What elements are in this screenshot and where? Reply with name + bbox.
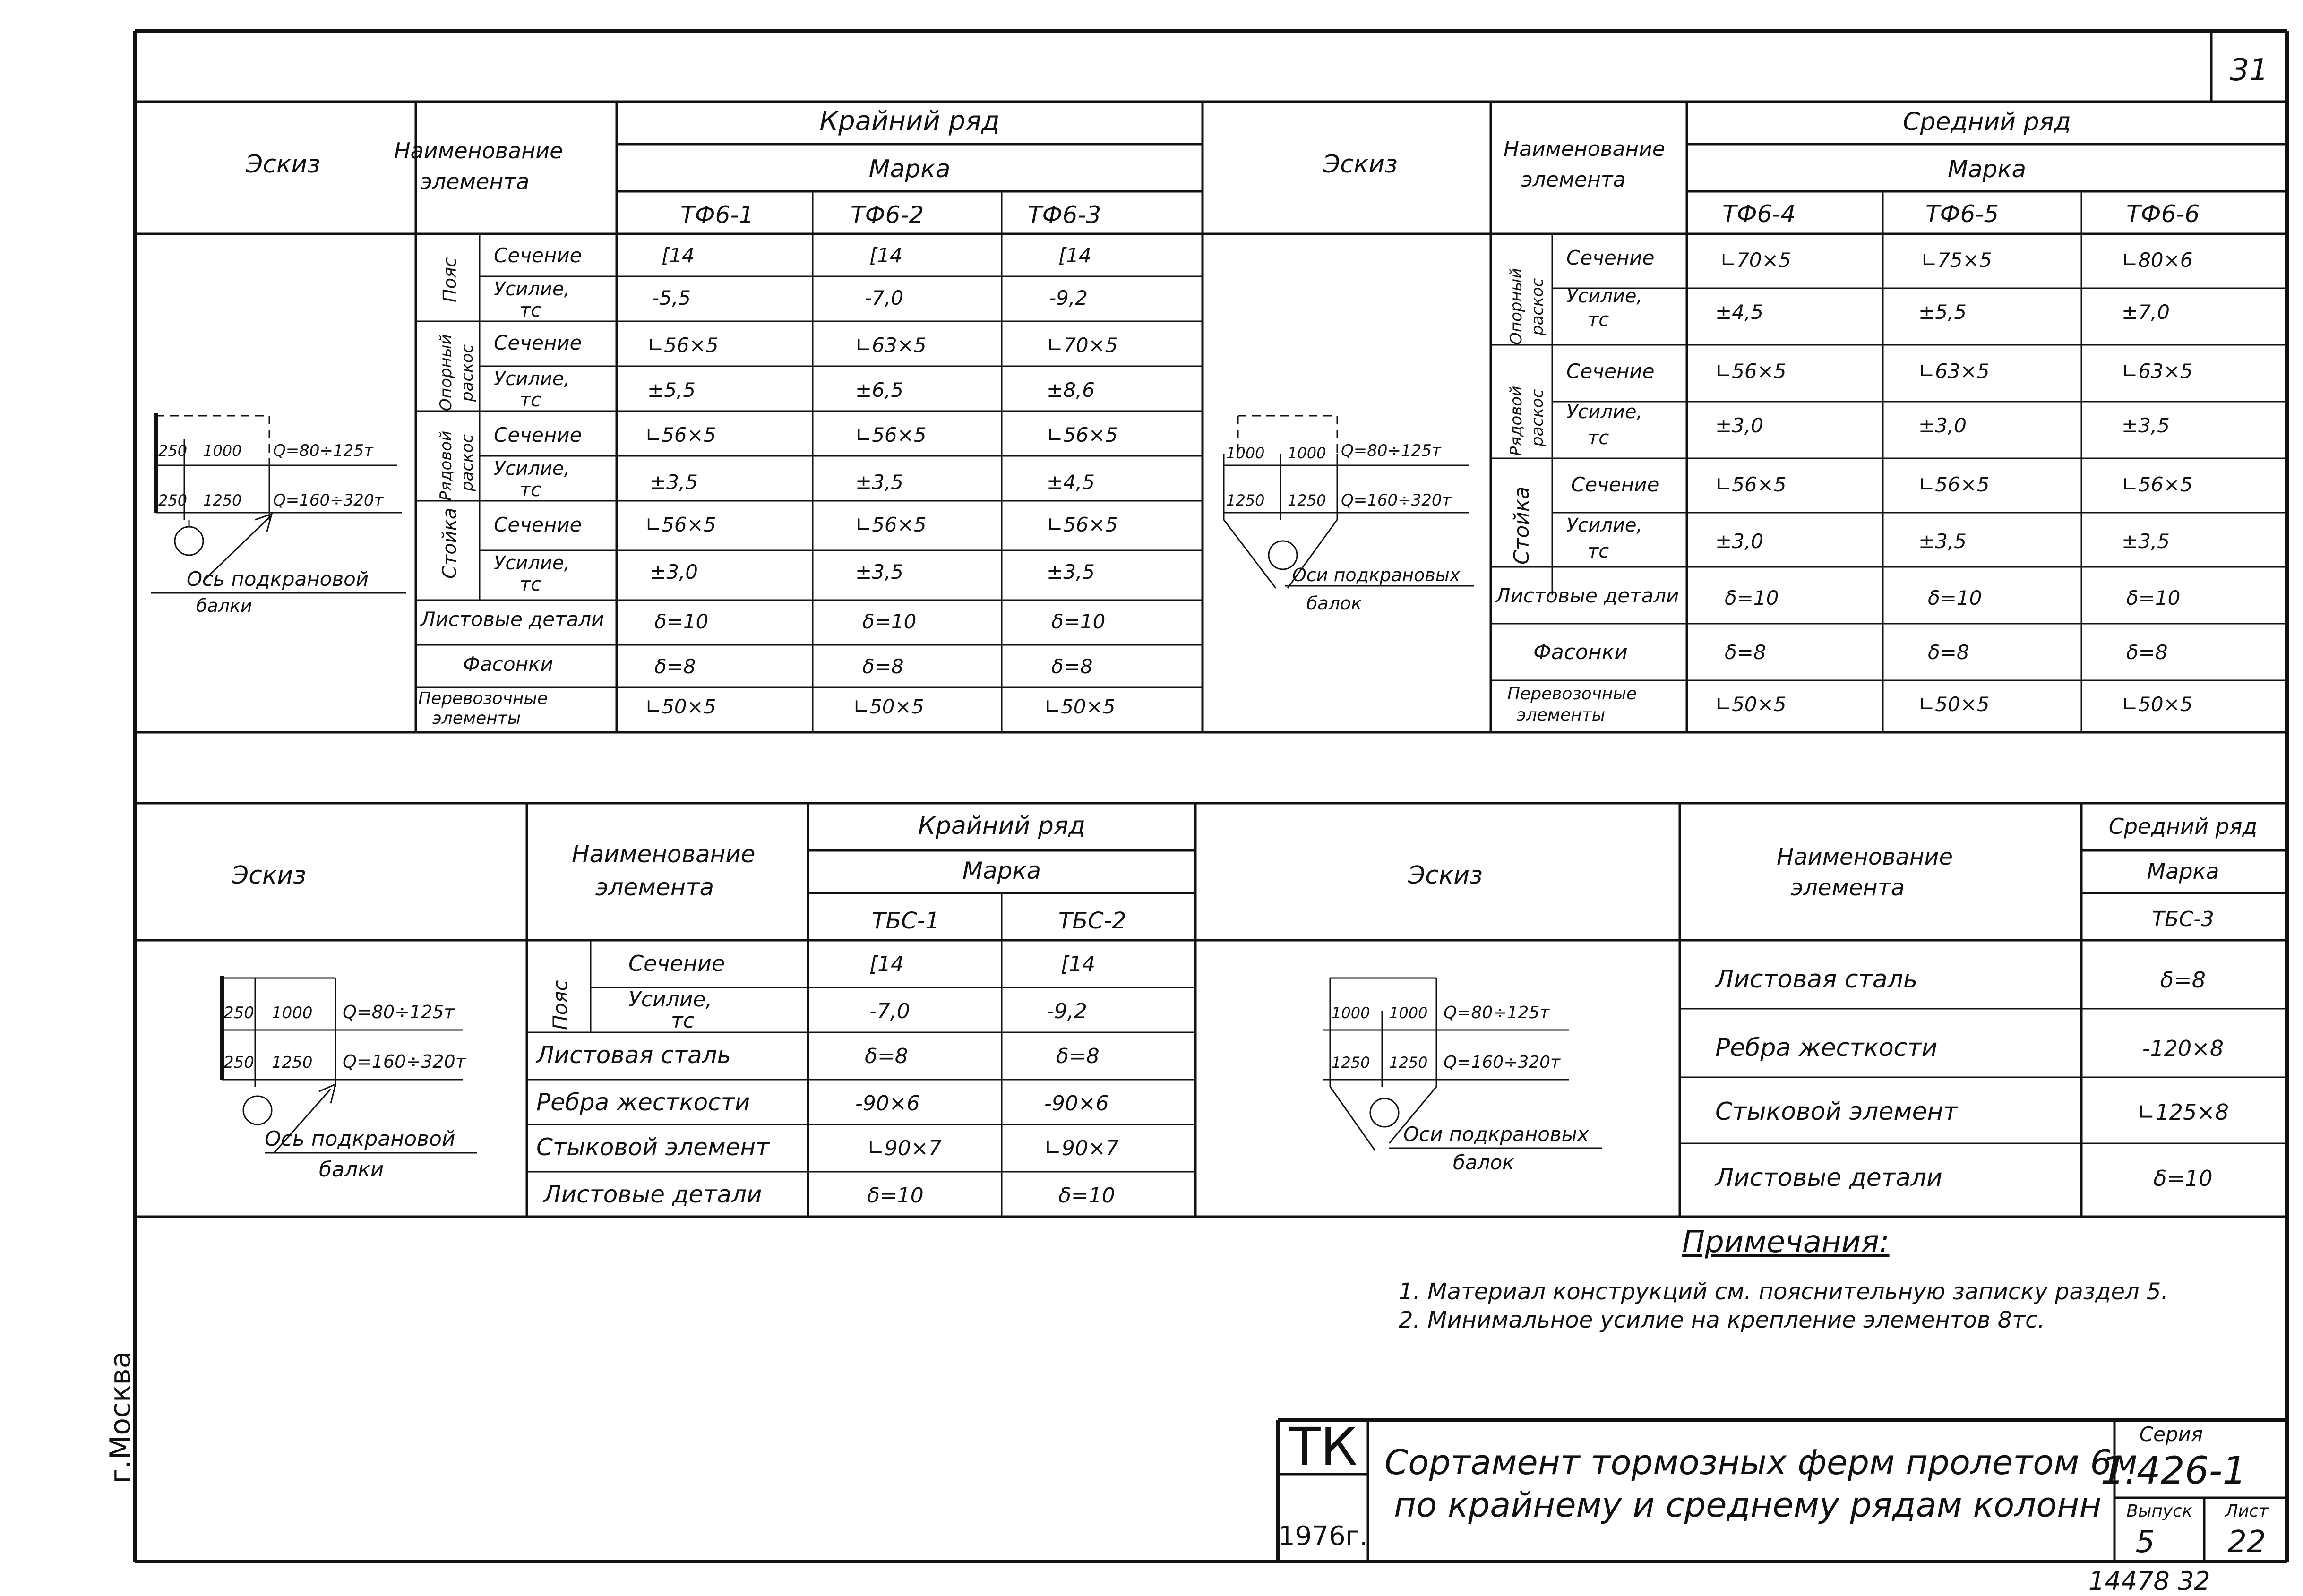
t1-left-v: -7,0 xyxy=(865,286,903,309)
t1-left-sketch-axis-l1: Ось подкрановой xyxy=(187,567,369,591)
t1-left-sketch-axis-l2: балки xyxy=(196,595,252,616)
t1-left-v: ±6,5 xyxy=(855,378,903,402)
t1-left-v: ∟56×5 xyxy=(855,423,927,446)
t1-right-group-opor-l1: Опорный xyxy=(1507,268,1526,345)
sheet-number: 31 xyxy=(2230,53,2269,88)
t2-right-sketch-header: Эскиз xyxy=(1408,861,1483,890)
t1-left-v: ∟56×5 xyxy=(645,513,716,536)
t2-left-v: ∟90×7 xyxy=(1044,1136,1119,1160)
t1-left-v: ∟56×5 xyxy=(1047,423,1118,446)
t2-left-sketch-d3: 250 xyxy=(223,1053,254,1072)
t1-left-label-r6a: Усилие, xyxy=(494,458,570,480)
t1-right-sketch-d1: 1000 xyxy=(1226,444,1265,462)
t1-right-group-stoyka: Стойка xyxy=(1510,486,1534,565)
bottom-handwritten: 14478 32 xyxy=(2088,1566,2210,1596)
t2-left-mark-2: ТБС-2 xyxy=(1058,908,1126,934)
t1-left-label-r7: Сечение xyxy=(494,513,582,536)
t2-left-label-r6: Листовые детали xyxy=(543,1181,762,1208)
t1-left-v: δ=10 xyxy=(654,610,709,633)
t2-right-sketch-q2: Q=160÷320т xyxy=(1444,1053,1561,1072)
issue-value: 5 xyxy=(2135,1525,2155,1560)
t2-right-label-r1: Листовая сталь xyxy=(1715,965,1918,994)
t1-left-v: ±3,5 xyxy=(1047,560,1095,583)
t2-left-sketch-q2: Q=160÷320т xyxy=(343,1051,466,1072)
t2-left-row-group: Крайний ряд xyxy=(918,812,1085,840)
t2-right-v: ∟125×8 xyxy=(2137,1099,2229,1125)
t1-right-label-r3: Сечение xyxy=(1566,360,1655,383)
t1-left-group-ryad-l1: Рядовой xyxy=(437,430,455,501)
t1-right-v: ∟70×5 xyxy=(1720,249,1791,272)
t1-left-sketch-axis xyxy=(187,567,375,616)
t1-right-label-r1: Сечение xyxy=(1566,246,1655,269)
series-value: 1.426-1 xyxy=(2100,1449,2247,1493)
t2-left-label-r1: Сечение xyxy=(628,951,725,976)
t1-left-group-ryad-l2: раскос xyxy=(458,434,477,491)
t1-left-v: δ=10 xyxy=(862,610,917,633)
t1-left-sketch-d1: 250 xyxy=(158,442,188,460)
t1-left-name-header-line1: Наименование xyxy=(394,138,563,163)
t2-left-label-r2a: Усилие, xyxy=(628,987,713,1012)
t1-right-label-listovye: Листовые детали xyxy=(1495,584,1679,607)
t2-left-mark-1: ТБС-1 xyxy=(872,908,940,934)
t1-left-mark-1: ТФ6-1 xyxy=(680,201,754,229)
t1-left-row-group: Крайний ряд xyxy=(819,106,1000,137)
t1-right-v: δ=10 xyxy=(1928,586,1982,609)
title-org: ТК xyxy=(1289,1416,1358,1477)
t2-left-sketch-d4: 1250 xyxy=(272,1053,313,1072)
t1-right-v: ±3,5 xyxy=(2122,530,2170,553)
t2-left-sketch-axis xyxy=(265,1127,462,1182)
t1-right-label-r2b: тс xyxy=(1588,309,1609,331)
t1-right-label-perevoz-a: Перевозочные xyxy=(1507,684,1637,704)
t2-right-sketch-d4: 1250 xyxy=(1389,1054,1428,1072)
t2-right-name-header-l2: элемента xyxy=(1791,875,1905,901)
t1-left-label-r2a: Усилие, xyxy=(494,278,570,300)
t1-right-group-ryad-l2: раскос xyxy=(1528,389,1547,446)
t2-right-label-r3: Стыковой элемент xyxy=(1715,1098,1958,1126)
t2-left-name-header-l1: Наименование xyxy=(572,841,756,868)
t1-left-label-listovye: Листовые детали xyxy=(421,608,604,631)
t1-right-group-opor xyxy=(1507,263,1547,345)
t1-right-mark-1: ТФ6-4 xyxy=(1722,200,1796,228)
t1-left-sketch-d2: 1000 xyxy=(203,442,242,460)
t1-left-label-r8b: тс xyxy=(520,574,541,595)
t1-left-v: -9,2 xyxy=(1049,286,1088,309)
t1-right-v: ±5,5 xyxy=(1918,300,1967,324)
t1-right-v: ±4,5 xyxy=(1715,300,1763,324)
t1-left-label-r4a: Усилие, xyxy=(494,368,570,390)
sheet-label: Лист xyxy=(2225,1502,2269,1521)
t1-right-v: ∟56×5 xyxy=(1715,473,1787,496)
t2-left-v: δ=8 xyxy=(1056,1044,1100,1068)
t1-right-label-r4a: Усилие, xyxy=(1566,401,1643,423)
t2-left-v: δ=8 xyxy=(865,1044,908,1068)
t1-left-mark-header: Марка xyxy=(868,155,951,183)
t1-right-v: ∟56×5 xyxy=(1715,360,1787,383)
t1-right-mark-3: ТФ6-6 xyxy=(2126,200,2200,228)
t1-left-name-header-line2: элемента xyxy=(420,169,530,194)
t2-right-sketch-axis-l1: Оси подкрановых xyxy=(1403,1123,1589,1146)
t1-left-v: ∟56×5 xyxy=(1047,513,1118,536)
t1-right-v: ∟50×5 xyxy=(1715,693,1787,716)
t2-right-mark-header: Марка xyxy=(2147,858,2219,884)
t2-left-label-r2b: тс xyxy=(671,1009,695,1033)
t2-right-name-header-l1: Наименование xyxy=(1777,844,1953,870)
t1-right-v: δ=8 xyxy=(2126,641,2168,664)
t1-left-v: δ=8 xyxy=(1051,655,1093,678)
side-stamp: г.Москва xyxy=(104,1351,137,1484)
t2-left-v: δ=10 xyxy=(867,1184,924,1208)
t2-left-v: δ=10 xyxy=(1058,1184,1115,1208)
t1-right-v: ∟63×5 xyxy=(2122,360,2193,383)
t1-right-sketch-header: Эскиз xyxy=(1323,150,1398,179)
t1-left-label-r2 xyxy=(494,278,570,321)
t1-left-sketch-header: Эскиз xyxy=(246,150,320,179)
t1-left-v: ±5,5 xyxy=(647,378,696,402)
t1-left-sketch-q1: Q=80÷125т xyxy=(273,441,373,460)
issue-label: Выпуск xyxy=(2126,1502,2192,1521)
t2-left-sketch-d1: 250 xyxy=(223,1004,254,1022)
t1-right-label-perevoz xyxy=(1507,684,1637,725)
t1-left-v: ±3,0 xyxy=(650,560,698,583)
t2-left-sketch-d2: 1000 xyxy=(272,1004,313,1022)
notes-item-1: 1. Материал конструкций см. пояснительную записку раздел 5. xyxy=(1399,1279,2168,1305)
t2-right-v: δ=8 xyxy=(2160,967,2206,993)
t1-right-sketch-q1: Q=80÷125т xyxy=(1341,441,1441,460)
t1-left-v: ±3,5 xyxy=(855,471,903,494)
t1-right-v: ±3,0 xyxy=(1715,414,1763,437)
t1-right-label-r4b: тс xyxy=(1588,427,1609,449)
t1-right-name-header xyxy=(1504,137,1672,192)
series-label: Серия xyxy=(2139,1423,2203,1446)
t1-left-v: ±3,5 xyxy=(650,471,698,494)
t1-left-label-r6b: тс xyxy=(520,479,541,501)
t1-left-v: ∟70×5 xyxy=(1047,334,1118,357)
t1-right-v: ∟63×5 xyxy=(1918,360,1990,383)
t2-left-v: -90×6 xyxy=(1044,1091,1109,1115)
t1-left-label-r5: Сечение xyxy=(494,423,582,446)
t1-left-v: ∟56×5 xyxy=(855,513,927,536)
t1-right-label-r6b: тс xyxy=(1588,541,1609,562)
t1-right-label-r4 xyxy=(1566,401,1642,449)
t1-left-sketch-q2: Q=160÷320т xyxy=(273,491,384,510)
t2-left-label-r5: Стыковой элемент xyxy=(536,1133,770,1161)
t1-left-group-opor-l1: Опорный xyxy=(437,334,455,411)
t1-right-name-header-line2: элемента xyxy=(1521,168,1626,192)
t2-left-sketch-axis-l1: Ось подкрановой xyxy=(265,1127,455,1151)
t1-right-label-r5: Сечение xyxy=(1571,473,1659,496)
t2-left-v: -9,2 xyxy=(1047,999,1087,1023)
t1-right-label-fasonki: Фасонки xyxy=(1533,640,1628,664)
t1-right-group-ryad xyxy=(1507,381,1547,456)
t1-left-v: ±3,5 xyxy=(855,560,903,583)
t2-right-sketch-q1: Q=80÷125т xyxy=(1444,1003,1550,1022)
t1-right-sketch-d4: 1250 xyxy=(1288,491,1326,509)
t2-right-name-header xyxy=(1777,844,1960,901)
t1-right-label-perevoz-b: элементы xyxy=(1517,705,1606,725)
t2-left-sketch-axis-l2: балки xyxy=(319,1158,384,1182)
t2-left-v: -90×6 xyxy=(855,1091,920,1115)
t1-right-v: ∟56×5 xyxy=(1918,473,1990,496)
t1-right-label-r2a: Усилие, xyxy=(1566,285,1643,307)
t1-right-v: ∟50×5 xyxy=(2122,693,2193,716)
t1-right-v: δ=10 xyxy=(2126,586,2181,609)
t1-left-label-perevoz-b: элементы xyxy=(432,709,521,728)
notes-item-2: 2. Минимальное усилие на крепление элементов 8тс. xyxy=(1399,1307,2045,1333)
t1-right-v: ±3,0 xyxy=(1715,530,1763,553)
t2-right-v: -120×8 xyxy=(2142,1036,2224,1061)
title-line-2: по крайнему и среднему рядам колонн xyxy=(1394,1485,2102,1525)
t1-left-label-perevoz-a: Перевозочные xyxy=(418,689,548,708)
t1-left-v: ±8,6 xyxy=(1047,378,1095,402)
t1-left-mark-3: ТФ6-3 xyxy=(1028,201,1101,229)
table2-grid xyxy=(135,803,2287,1217)
t1-left-v: ∟50×5 xyxy=(1044,695,1116,718)
t1-left-mark-2: ТФ6-2 xyxy=(851,201,924,229)
t2-right-values xyxy=(2137,967,2229,1191)
t1-right-v: ±3,5 xyxy=(1918,530,1967,553)
t1-right-v: δ=8 xyxy=(1928,641,1969,664)
t1-left-v: [14 xyxy=(1058,244,1091,267)
t1-left-v: ∟50×5 xyxy=(645,695,716,718)
t2-left-mark-header: Марка xyxy=(962,857,1041,884)
t2-right-v: δ=10 xyxy=(2153,1166,2213,1191)
t1-left-label-r4b: тс xyxy=(520,389,541,411)
t2-right-sketch-d1: 1000 xyxy=(1332,1004,1370,1022)
t1-right-group-opor-l2: раскос xyxy=(1528,278,1547,335)
t1-left-v: ±4,5 xyxy=(1047,471,1095,494)
t2-left-v: ∟90×7 xyxy=(867,1136,942,1160)
t2-right-label-r2: Ребра жесткости xyxy=(1715,1034,1938,1062)
t1-left-label-fasonki: Фасонки xyxy=(463,652,553,676)
notes-title: Примечания: xyxy=(1682,1225,1890,1260)
t1-left-label-r8 xyxy=(494,552,570,595)
t1-left-v: δ=8 xyxy=(654,655,696,678)
t1-left-group-opor xyxy=(437,329,477,411)
t1-right-name-header-line1: Наименование xyxy=(1504,137,1665,161)
t1-left-v: ∟56×5 xyxy=(647,334,719,357)
t1-right-v: ∟50×5 xyxy=(1918,693,1990,716)
t2-left-v: [14 xyxy=(869,952,904,976)
t1-right-group-ryad-l1: Рядовой xyxy=(1507,386,1526,456)
t1-right-sketch-axis-l1: Оси подкрановых xyxy=(1292,565,1461,585)
t1-left-v: [14 xyxy=(869,244,902,267)
t1-right-row-group: Средний ряд xyxy=(1903,108,2071,136)
t1-left-name-header xyxy=(394,138,570,194)
t1-right-sketch-axis xyxy=(1292,565,1466,614)
t1-right-v: ∟80×6 xyxy=(2122,249,2193,272)
t1-right-v: δ=8 xyxy=(1725,641,1766,664)
t2-left-group-poyas: Пояс xyxy=(549,980,572,1030)
t1-right-sketch-axis-l2: балок xyxy=(1306,593,1362,614)
t1-right-sketch-d2: 1000 xyxy=(1288,444,1326,462)
t1-right-sketch-d3: 1250 xyxy=(1226,491,1265,509)
t1-right-v: δ=10 xyxy=(1725,586,1779,609)
t1-left-label-r4 xyxy=(494,368,570,411)
t1-right-sketch-q2: Q=160÷320т xyxy=(1341,491,1452,510)
t2-left-v: [14 xyxy=(1061,952,1096,976)
t1-left-sketch-d3: 250 xyxy=(158,491,188,509)
t1-left-v: ∟50×5 xyxy=(853,695,924,718)
t2-left-label-r4: Ребра жесткости xyxy=(536,1089,750,1116)
t2-left-name-header-l2: элемента xyxy=(595,874,714,901)
t2-left-v: -7,0 xyxy=(869,999,910,1023)
t1-left-label-perevoz xyxy=(418,689,548,728)
t2-right-sketch-d2: 1000 xyxy=(1389,1004,1428,1022)
t1-left-group-ryad xyxy=(437,426,477,501)
t1-left-v: ∟63×5 xyxy=(855,334,927,357)
t1-right-v: ±3,5 xyxy=(2122,414,2170,437)
t1-left-group-poyas: Пояс xyxy=(439,257,460,302)
t2-right-label-r4: Листовые детали xyxy=(1715,1164,1942,1192)
t1-left-v: -5,5 xyxy=(652,286,691,309)
sheet-value: 22 xyxy=(2227,1525,2266,1560)
t1-left-label-r8a: Усилие, xyxy=(494,552,570,574)
t2-right-sketch-d3: 1250 xyxy=(1332,1054,1370,1072)
t1-right-mark-header: Марка xyxy=(1947,155,2027,183)
t1-left-values xyxy=(645,244,1118,718)
t1-left-group-opor-l2: раскос xyxy=(458,344,477,402)
t2-left-label-r3: Листовая сталь xyxy=(536,1041,731,1069)
t2-left-name-header xyxy=(572,841,763,901)
t1-left-label-r2b: тс xyxy=(520,300,541,321)
t1-left-label-r1: Сечение xyxy=(494,244,582,267)
t2-left-sketch-header: Эскиз xyxy=(232,861,306,890)
t1-right-v: ∟56×5 xyxy=(2122,473,2193,496)
t1-left-v: δ=8 xyxy=(862,655,904,678)
t1-right-values xyxy=(1715,249,2193,716)
t2-left-label-r2 xyxy=(628,987,712,1033)
t2-right-row-group: Средний ряд xyxy=(2108,814,2258,839)
t1-right-label-r6a: Усилие, xyxy=(1566,515,1643,536)
t1-right-v: ±3,0 xyxy=(1918,414,1967,437)
title-year: 1976г. xyxy=(1278,1521,1368,1552)
t2-right-sketch-axis-l2: балок xyxy=(1453,1151,1514,1174)
t2-right-mark-1: ТБС-3 xyxy=(2152,907,2214,931)
t1-left-v: [14 xyxy=(662,244,695,267)
t1-right-label-r6 xyxy=(1566,515,1642,562)
t1-right-mark-2: ТФ6-5 xyxy=(1925,200,1999,228)
t1-right-v: ±7,0 xyxy=(2122,300,2170,324)
t2-left-sketch-q1: Q=80÷125т xyxy=(343,1002,455,1022)
t1-left-label-r3: Сечение xyxy=(494,331,582,354)
t1-left-label-r6 xyxy=(494,458,570,501)
t1-right-label-r2 xyxy=(1566,285,1642,331)
t1-left-sketch-d4: 1250 xyxy=(203,491,242,509)
t1-right-v: ∟75×5 xyxy=(1921,249,1992,272)
t1-left-v: ∟56×5 xyxy=(645,423,716,446)
title-line-1: Сортамент тормозных ферм пролетом 6м xyxy=(1384,1442,2138,1482)
t1-left-group-stoyka: Стойка xyxy=(439,507,461,579)
t1-left-v: δ=10 xyxy=(1051,610,1106,633)
